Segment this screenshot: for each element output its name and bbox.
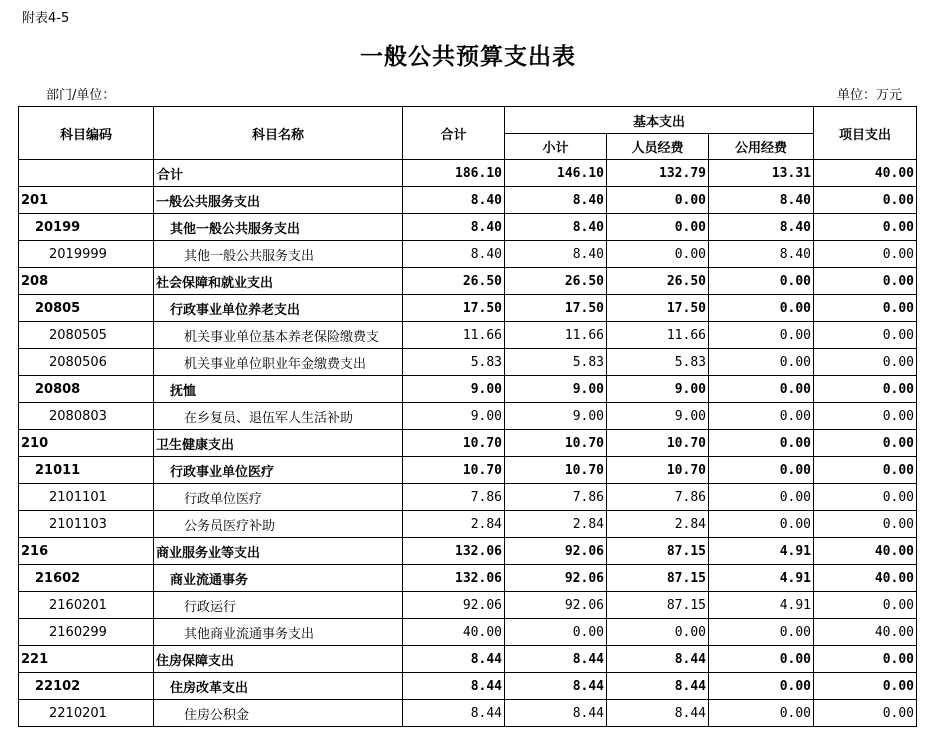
table-row (19, 241, 917, 268)
cell-name: 公务员医疗补助 (154, 511, 403, 538)
cell-project: 0.00 (814, 592, 917, 619)
cell-subtotal: 26.50 (505, 268, 607, 295)
cell-total: 8.40 (403, 241, 505, 268)
cell-code (19, 160, 154, 187)
cell-code: 221 (19, 646, 154, 673)
cell-total: 9.00 (403, 403, 505, 430)
cell-public: 0.00 (709, 376, 814, 403)
cell-public: 0.00 (709, 457, 814, 484)
table-row (19, 646, 917, 673)
cell-personnel: 87.15 (607, 592, 709, 619)
table-row (19, 592, 917, 619)
cell-name: 其他一般公共服务支出 (154, 214, 403, 241)
table-row (19, 511, 917, 538)
cell-name: 行政单位医疗 (154, 484, 403, 511)
cell-code: 2019999 (19, 241, 154, 268)
cell-project: 40.00 (814, 565, 917, 592)
cell-personnel: 10.70 (607, 457, 709, 484)
table-row (19, 700, 917, 727)
cell-subtotal: 146.10 (505, 160, 607, 187)
cell-total: 186.10 (403, 160, 505, 187)
cell-public: 13.31 (709, 160, 814, 187)
cell-personnel: 8.44 (607, 700, 709, 727)
cell-personnel: 10.70 (607, 430, 709, 457)
cell-code: 201 (19, 187, 154, 214)
cell-public: 8.40 (709, 214, 814, 241)
table-row (19, 619, 917, 646)
cell-project: 0.00 (814, 700, 917, 727)
table-row (19, 295, 917, 322)
cell-public: 0.00 (709, 322, 814, 349)
cell-public: 0.00 (709, 484, 814, 511)
table-row (19, 268, 917, 295)
cell-code: 216 (19, 538, 154, 565)
cell-name: 抚恤 (154, 376, 403, 403)
cell-personnel: 26.50 (607, 268, 709, 295)
budget-table (18, 106, 917, 727)
unit-label: 单位：万元 (836, 88, 902, 103)
cell-public: 8.40 (709, 241, 814, 268)
cell-personnel: 0.00 (607, 241, 709, 268)
cell-subtotal: 10.70 (505, 457, 607, 484)
cell-total: 8.44 (403, 700, 505, 727)
cell-total: 11.66 (403, 322, 505, 349)
header-total: 合计 (403, 107, 505, 160)
cell-personnel: 2.84 (607, 511, 709, 538)
cell-total: 132.06 (403, 565, 505, 592)
cell-name: 卫生健康支出 (154, 430, 403, 457)
cell-public: 0.00 (709, 511, 814, 538)
cell-public: 0.00 (709, 430, 814, 457)
cell-project: 0.00 (814, 376, 917, 403)
table-row (19, 160, 917, 187)
cell-subtotal: 8.40 (505, 187, 607, 214)
cell-total: 40.00 (403, 619, 505, 646)
cell-personnel: 0.00 (607, 187, 709, 214)
cell-subtotal: 5.83 (505, 349, 607, 376)
table-row (19, 187, 917, 214)
cell-project: 0.00 (814, 187, 917, 214)
table-row (19, 565, 917, 592)
cell-total: 92.06 (403, 592, 505, 619)
cell-public: 0.00 (709, 349, 814, 376)
cell-project: 40.00 (814, 538, 917, 565)
cell-project: 0.00 (814, 484, 917, 511)
header-subtotal: 小计 (505, 134, 607, 160)
cell-subtotal: 2.84 (505, 511, 607, 538)
cell-personnel: 9.00 (607, 403, 709, 430)
cell-total: 8.44 (403, 646, 505, 673)
cell-personnel: 7.86 (607, 484, 709, 511)
cell-project: 0.00 (814, 403, 917, 430)
cell-project: 0.00 (814, 214, 917, 241)
cell-name: 商业流通事务 (154, 565, 403, 592)
cell-code: 2080803 (19, 403, 154, 430)
cell-subtotal: 92.06 (505, 592, 607, 619)
cell-personnel: 87.15 (607, 565, 709, 592)
table-row (19, 538, 917, 565)
header-basic: 基本支出 (505, 107, 814, 134)
cell-total: 9.00 (403, 376, 505, 403)
cell-subtotal: 11.66 (505, 322, 607, 349)
cell-total: 8.44 (403, 673, 505, 700)
cell-subtotal: 8.40 (505, 214, 607, 241)
header-code: 科目编码 (19, 107, 154, 160)
cell-name: 住房保障支出 (154, 646, 403, 673)
cell-public: 4.91 (709, 592, 814, 619)
table-row (19, 214, 917, 241)
cell-public: 0.00 (709, 619, 814, 646)
cell-subtotal: 8.40 (505, 241, 607, 268)
cell-total: 8.40 (403, 214, 505, 241)
cell-total: 2.84 (403, 511, 505, 538)
department-label: 部门/单位： (46, 88, 116, 103)
cell-public: 0.00 (709, 295, 814, 322)
cell-code: 2101103 (19, 511, 154, 538)
cell-project: 40.00 (814, 160, 917, 187)
page-title: 一般公共预算支出表 (360, 43, 576, 70)
header-project: 项目支出 (814, 107, 917, 160)
cell-name: 社会保障和就业支出 (154, 268, 403, 295)
cell-name: 行政运行 (154, 592, 403, 619)
cell-name: 机关事业单位职业年金缴费支出 (154, 349, 403, 376)
header-name: 科目名称 (154, 107, 403, 160)
cell-subtotal: 9.00 (505, 403, 607, 430)
cell-code: 2160299 (19, 619, 154, 646)
table-row (19, 403, 917, 430)
table-row (19, 349, 917, 376)
cell-code: 2080506 (19, 349, 154, 376)
cell-project: 0.00 (814, 430, 917, 457)
cell-project: 0.00 (814, 322, 917, 349)
cell-name: 一般公共服务支出 (154, 187, 403, 214)
cell-personnel: 8.44 (607, 673, 709, 700)
cell-project: 0.00 (814, 457, 917, 484)
cell-subtotal: 92.06 (505, 565, 607, 592)
table-row (19, 457, 917, 484)
cell-name: 在乡复员、退伍军人生活补助 (154, 403, 403, 430)
cell-total: 26.50 (403, 268, 505, 295)
cell-name: 其他一般公共服务支出 (154, 241, 403, 268)
cell-project: 40.00 (814, 619, 917, 646)
cell-personnel: 17.50 (607, 295, 709, 322)
cell-code: 21602 (19, 565, 154, 592)
header-personnel: 人员经费 (607, 134, 709, 160)
cell-subtotal: 7.86 (505, 484, 607, 511)
cell-personnel: 8.44 (607, 646, 709, 673)
cell-project: 0.00 (814, 349, 917, 376)
cell-personnel: 0.00 (607, 214, 709, 241)
cell-name: 其他商业流通事务支出 (154, 619, 403, 646)
cell-public: 4.91 (709, 565, 814, 592)
table-row (19, 376, 917, 403)
table-body (19, 160, 917, 727)
cell-public: 0.00 (709, 268, 814, 295)
table-row (19, 322, 917, 349)
table-row (19, 484, 917, 511)
cell-code: 21011 (19, 457, 154, 484)
cell-total: 7.86 (403, 484, 505, 511)
attachment-label: 附表4-5 (22, 11, 70, 26)
cell-subtotal: 10.70 (505, 430, 607, 457)
cell-total: 10.70 (403, 430, 505, 457)
cell-public: 0.00 (709, 700, 814, 727)
cell-project: 0.00 (814, 268, 917, 295)
cell-public: 4.91 (709, 538, 814, 565)
cell-name: 行政事业单位养老支出 (154, 295, 403, 322)
cell-code: 20808 (19, 376, 154, 403)
cell-subtotal: 9.00 (505, 376, 607, 403)
cell-total: 132.06 (403, 538, 505, 565)
cell-total: 5.83 (403, 349, 505, 376)
cell-project: 0.00 (814, 646, 917, 673)
cell-code: 20199 (19, 214, 154, 241)
cell-total: 8.40 (403, 187, 505, 214)
cell-code: 2101101 (19, 484, 154, 511)
cell-name: 机关事业单位基本养老保险缴费支 (154, 322, 403, 349)
cell-name: 商业服务业等支出 (154, 538, 403, 565)
cell-name: 住房公积金 (154, 700, 403, 727)
cell-project: 0.00 (814, 673, 917, 700)
table-header (19, 107, 917, 160)
cell-code: 20805 (19, 295, 154, 322)
cell-public: 8.40 (709, 187, 814, 214)
cell-code: 2160201 (19, 592, 154, 619)
cell-personnel: 0.00 (607, 619, 709, 646)
cell-project: 0.00 (814, 241, 917, 268)
header-public: 公用经费 (709, 134, 814, 160)
cell-personnel: 87.15 (607, 538, 709, 565)
cell-subtotal: 8.44 (505, 673, 607, 700)
cell-name: 行政事业单位医疗 (154, 457, 403, 484)
cell-public: 0.00 (709, 403, 814, 430)
cell-personnel: 9.00 (607, 376, 709, 403)
cell-code: 208 (19, 268, 154, 295)
cell-public: 0.00 (709, 646, 814, 673)
cell-code: 210 (19, 430, 154, 457)
cell-subtotal: 8.44 (505, 646, 607, 673)
cell-personnel: 11.66 (607, 322, 709, 349)
cell-personnel: 5.83 (607, 349, 709, 376)
cell-subtotal: 0.00 (505, 619, 607, 646)
cell-project: 0.00 (814, 511, 917, 538)
cell-subtotal: 8.44 (505, 700, 607, 727)
cell-total: 17.50 (403, 295, 505, 322)
table-row (19, 430, 917, 457)
cell-public: 0.00 (709, 673, 814, 700)
cell-name: 合计 (154, 160, 403, 187)
cell-personnel: 132.79 (607, 160, 709, 187)
cell-total: 10.70 (403, 457, 505, 484)
cell-subtotal: 17.50 (505, 295, 607, 322)
cell-code: 2210201 (19, 700, 154, 727)
cell-code: 22102 (19, 673, 154, 700)
table-row (19, 673, 917, 700)
cell-name: 住房改革支出 (154, 673, 403, 700)
cell-code: 2080505 (19, 322, 154, 349)
cell-subtotal: 92.06 (505, 538, 607, 565)
cell-project: 0.00 (814, 295, 917, 322)
